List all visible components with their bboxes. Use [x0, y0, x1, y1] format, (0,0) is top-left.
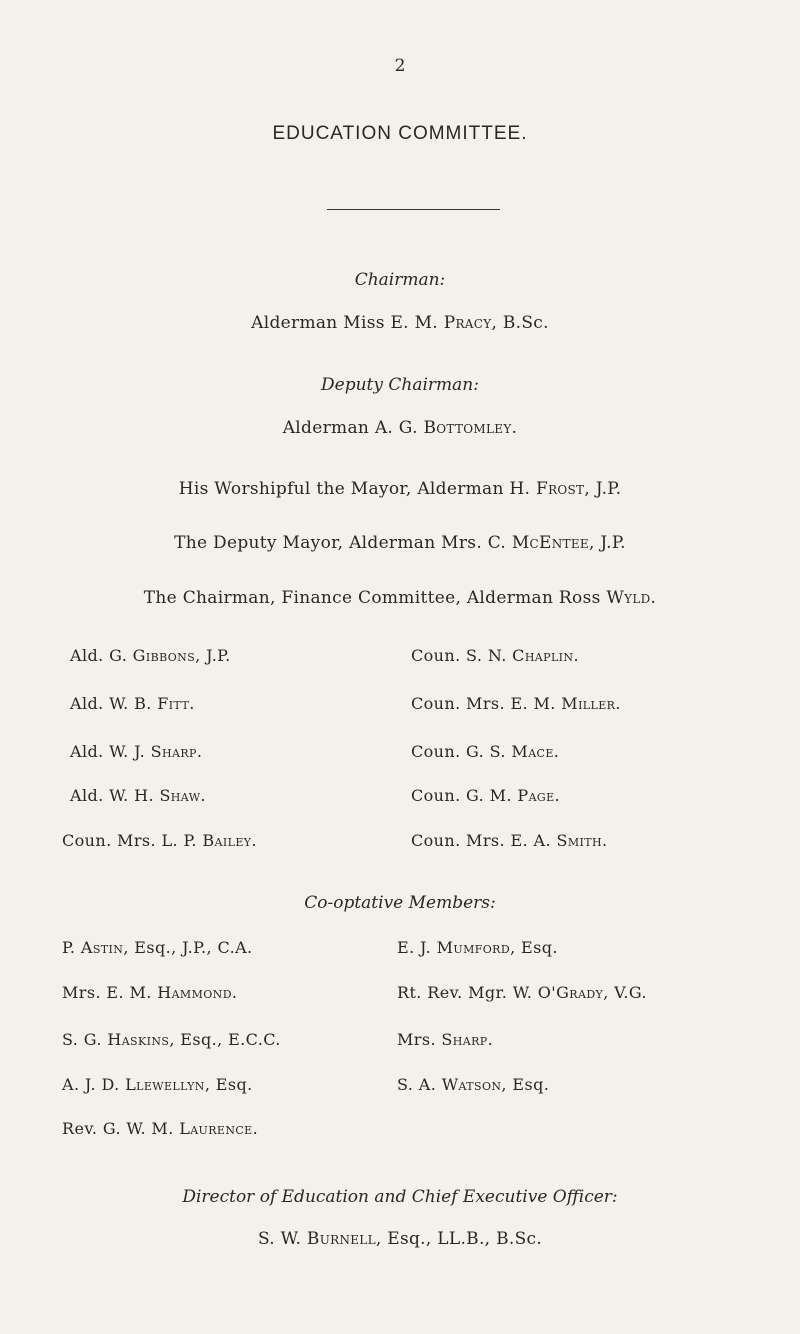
co-optative-member-left: Rev. G. W. M. Laurence.	[62, 1119, 259, 1138]
co-optative-member-right: Mrs. Sharp.	[397, 1030, 494, 1049]
ex-officio-finance-chairman: The Chairman, Finance Committee, Alderman Ross Wyld.	[143, 588, 657, 608]
member-left: Ald. W. B. Fitt.	[70, 694, 195, 713]
title-divider	[327, 209, 500, 210]
co-optative-member-left: A. J. D. Llewellyn, Esq.	[62, 1075, 253, 1094]
co-optative-label: Co-optative Members:	[304, 893, 496, 913]
member-left: Coun. Mrs. L. P. Bailey.	[62, 831, 257, 850]
member-right: Coun. G. M. Page.	[411, 786, 561, 805]
page-title: EDUCATION COMMITTEE.	[272, 123, 528, 144]
chairman-label: Chairman:	[354, 270, 446, 290]
deputy-chairman-label: Deputy Chairman:	[321, 375, 479, 395]
member-right: Coun. G. S. Mace.	[411, 742, 560, 761]
chairman-name: Alderman Miss E. M. Pracy, B.Sc.	[251, 313, 549, 333]
director-name: S. W. Burnell, Esq., LL.B., B.Sc.	[257, 1229, 543, 1249]
co-optative-member-left: P. Astin, Esq., J.P., C.A.	[62, 938, 253, 957]
member-left: Ald. W. H. Shaw.	[70, 786, 206, 805]
co-optative-member-left: S. G. Haskins, Esq., E.C.C.	[62, 1030, 281, 1049]
ex-officio-deputy-mayor: The Deputy Mayor, Alderman Mrs. C. McEntee, J.P.	[174, 533, 626, 553]
co-optative-member-right: E. J. Mumford, Esq.	[397, 938, 558, 957]
member-right: Coun. Mrs. E. M. Miller.	[411, 694, 621, 713]
co-optative-member-right: S. A. Watson, Esq.	[397, 1075, 550, 1094]
member-left: Ald. W. J. Sharp.	[70, 742, 203, 761]
co-optative-member-right: Rt. Rev. Mgr. W. O'Grady, V.G.	[397, 983, 647, 1002]
member-left: Ald. G. Gibbons, J.P.	[70, 646, 231, 665]
deputy-chairman-name: Alderman A. G. Bottomley.	[282, 418, 518, 438]
director-label: Director of Education and Chief Executive Officer:	[182, 1187, 618, 1207]
member-right: Coun. Mrs. E. A. Smith.	[411, 831, 608, 850]
member-right: Coun. S. N. Chaplin.	[411, 646, 579, 665]
co-optative-member-left: Mrs. E. M. Hammond.	[62, 983, 238, 1002]
ex-officio-mayor: His Worshipful the Mayor, Alderman H. Frost, J.P.	[178, 479, 622, 499]
page-number: 2	[394, 56, 406, 76]
